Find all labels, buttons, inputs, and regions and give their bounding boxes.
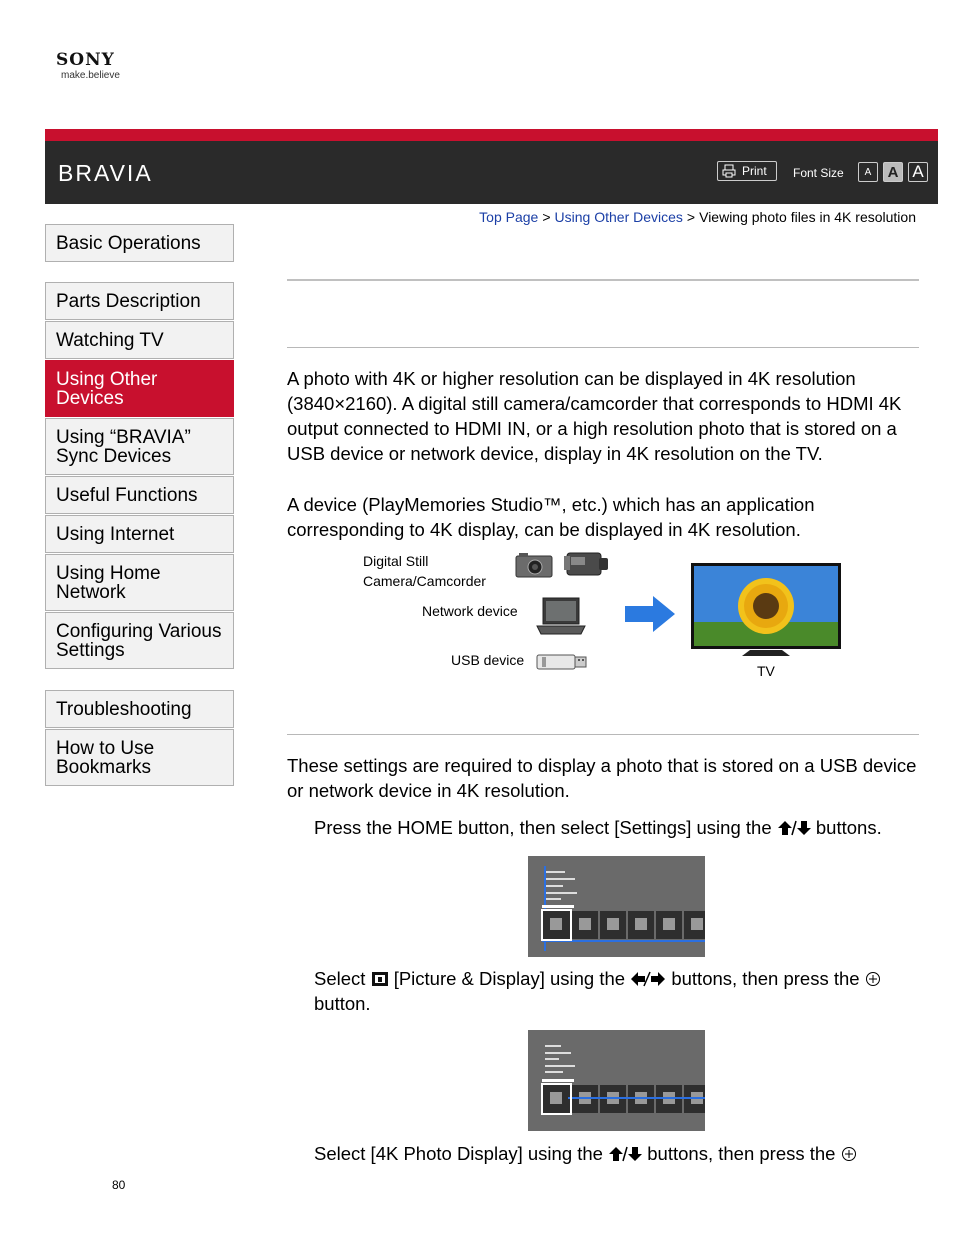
sidebar-item-label: How to Use Bookmarks	[56, 737, 155, 778]
step-3: Select [4K Photo Display] using the buttons, then press the	[314, 1141, 919, 1166]
intro-paragraph: A photo with 4K or higher resolution can be displayed in 4K resolution (3840×2160). A digital still camera/camcorder that corresponds to HDMI 4K output connected to HDMI IN, or a high resolution photo that is stored on a USB device or network device, display in 4K resolution on the TV.	[287, 368, 902, 464]
camcorder-icon	[563, 550, 609, 578]
font-size-small-button[interactable]: A	[858, 162, 878, 182]
section-divider	[287, 347, 919, 348]
camera-icon	[515, 552, 553, 578]
sony-logo: SONY	[56, 50, 115, 70]
sidebar-item-parts-description[interactable]	[45, 282, 234, 320]
sidebar-item-label: Using “BRAVIA” Sync Devices	[56, 426, 191, 467]
sidebar-item-label: Using Home Network	[56, 562, 161, 603]
picture-display-icon	[371, 971, 389, 987]
font-size-label: Font Size	[793, 166, 844, 180]
sidebar-item-watching-tv[interactable]	[45, 321, 234, 359]
usb-stick-icon	[536, 653, 588, 671]
network-device-label: Network device	[422, 603, 518, 619]
print-button[interactable]	[717, 161, 777, 181]
laptop-icon	[535, 596, 587, 636]
sidebar-item-label: Watching TV	[56, 329, 164, 351]
sony-tagline: make.believe	[61, 70, 120, 81]
sidebar-item-label: Configuring Various Settings	[56, 620, 222, 661]
sidebar-item-bookmarks[interactable]	[45, 729, 234, 786]
arrow-right-icon	[625, 596, 675, 632]
sidebar-item-label: Useful Functions	[56, 484, 198, 506]
sidebar-item-useful-functions[interactable]	[45, 476, 234, 514]
bravia-logo: BRAVIA	[58, 160, 153, 186]
tv-label: TV	[757, 663, 775, 679]
step-2: Select [Picture & Display] using the buttons, then press the button.	[314, 966, 919, 1016]
up-down-arrow-icon	[777, 820, 811, 836]
settings-menu-screenshot	[528, 1030, 705, 1131]
printer-icon	[722, 164, 736, 178]
intro-paragraph-2: A device (PlayMemories Studio™, etc.) which has an application corresponding to 4K display, can be displayed in 4K resolution.	[287, 494, 815, 540]
section-divider	[287, 734, 919, 735]
up-down-arrow-icon	[608, 1146, 642, 1162]
breadcrumb-using-other-devices[interactable]: Using Other Devices	[554, 209, 683, 225]
left-right-arrow-icon	[630, 971, 666, 987]
settings-intro: These settings are required to display a photo that is stored on a USB device or network device in 4K resolution.	[287, 755, 917, 801]
header-accent-strip	[45, 129, 938, 141]
sidebar-item-label: Parts Description	[56, 290, 201, 312]
font-size-medium-button[interactable]: A	[883, 162, 903, 182]
step-1: Press the HOME button, then select [Settings] using the buttons.	[314, 817, 882, 838]
breadcrumb-separator: >	[686, 209, 696, 225]
sidebar-item-home-network[interactable]	[45, 554, 234, 611]
home-menu-screenshot	[528, 856, 705, 957]
sidebar-item-configuring-settings[interactable]	[45, 612, 234, 669]
sidebar-item-using-internet[interactable]	[45, 515, 234, 553]
sidebar-item-bravia-sync[interactable]	[45, 418, 234, 475]
breadcrumb-top-page[interactable]: Top Page	[479, 209, 539, 225]
sidebar-item-basic-operations[interactable]	[45, 224, 234, 262]
tv-icon	[690, 562, 842, 658]
sidebar-item-label: Basic Operations	[56, 232, 201, 254]
breadcrumb-current: Viewing photo files in 4K resolution	[699, 209, 916, 225]
enter-button-icon	[841, 1146, 857, 1162]
print-label: Print	[742, 164, 767, 178]
breadcrumb	[479, 209, 916, 225]
font-size-large-button[interactable]: A	[908, 162, 928, 182]
sidebar-item-label: Troubleshooting	[56, 698, 192, 720]
sidebar-item-using-other-devices[interactable]	[45, 360, 234, 417]
camera-label: Digital Still Camera/Camcorder	[363, 553, 486, 589]
connection-diagram	[287, 546, 919, 686]
sidebar-item-label: Using Internet	[56, 523, 175, 545]
sidebar-item-troubleshooting[interactable]	[45, 690, 234, 728]
usb-device-label: USB device	[451, 652, 525, 668]
page-number: 80	[112, 1178, 126, 1192]
title-divider	[287, 279, 919, 281]
sidebar-item-label: Using Other Devices	[56, 368, 158, 409]
enter-button-icon	[865, 971, 881, 987]
breadcrumb-separator: >	[542, 209, 551, 225]
